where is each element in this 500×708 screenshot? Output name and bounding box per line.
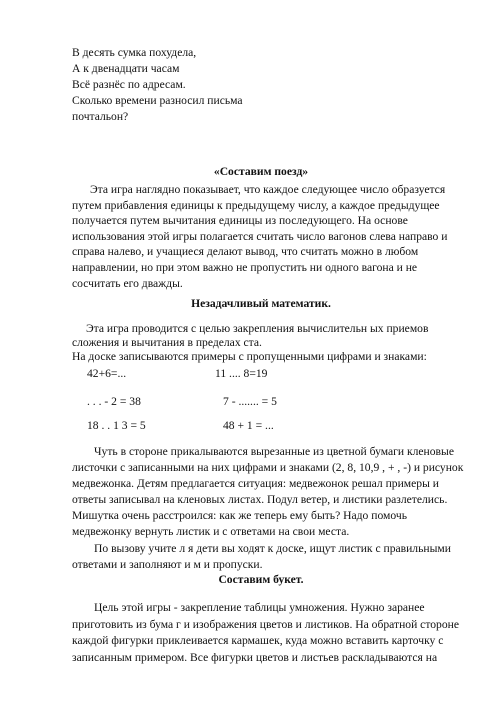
poem-line: А к двенадцати часам xyxy=(72,62,180,75)
paragraph-line: Эта игра проводится с целью закрепления вычислительн ых приемов xyxy=(86,322,429,335)
example: . . . - 2 = 38 xyxy=(87,395,141,408)
paragraph-line: получается путем вычитания единицы из последующего. На основе xyxy=(72,214,408,228)
section-train-text xyxy=(72,182,456,291)
example: 18 . . 1 3 = 5 xyxy=(87,419,146,432)
example: 48 + 1 = ... xyxy=(223,419,274,432)
section-bouquet-text xyxy=(72,600,462,666)
paragraph-line: путем прибавления единицы к предыдущему числу, а каждое предыдущее xyxy=(72,198,440,212)
paragraph-line: использования этой игры полагается считать число вагонов слева направо и xyxy=(72,229,448,243)
example: 42+6=... xyxy=(87,367,127,380)
paragraph-line: сосчитать его дважды. xyxy=(72,276,183,290)
example: 11 .... 8=19 xyxy=(215,367,268,380)
paragraph-line: Эта игра наглядно показывает, что каждое следующее число образуется xyxy=(90,183,446,196)
paragraph-line: ответами и заполняют и м и пропуски. xyxy=(72,558,263,571)
section-math-body xyxy=(72,444,462,540)
poem-line: почтальон? xyxy=(72,110,129,123)
paragraph-line: каждой фигурки приклеивается кармашек, куда можно вставить карточку с xyxy=(72,634,444,647)
section-title-train: «Составим поезд» xyxy=(213,165,309,178)
paragraph-line: ответы записывал на кленовых листах. Подул ветер, и листики разлетелись. xyxy=(72,493,448,506)
section-math-intro xyxy=(72,322,456,364)
paragraph-line: листочки с записанными на них цифрами и знаками (2, 8, 10,9 , + , -) и рисунок xyxy=(72,461,464,474)
paragraph-line: справа налево, и учащиеся делают вывод, что считать можно в любом xyxy=(72,245,419,259)
poem-line: В десять сумка похудела, xyxy=(72,46,197,59)
poem-line: Всё разнёс по адресам. xyxy=(72,78,186,91)
paragraph-line: медвежонка. Детям предлагается ситуация: медвежонок решал примеры и xyxy=(72,477,439,490)
paragraph-line: медвежонку вернуть листик и с ответами на свои места. xyxy=(72,525,350,538)
example: 7 - ....... = 5 xyxy=(223,395,277,408)
poem xyxy=(72,45,243,125)
section-math-closing xyxy=(72,541,462,573)
paragraph-line: записанным примером. Все фигурки цветов и листьев раскладываются на xyxy=(72,650,438,664)
section-title-bouquet: Составим букет. xyxy=(218,573,304,586)
paragraph-line: приготовить из бума г и изображения цветов и листиков. На обратной стороне xyxy=(72,617,459,631)
paragraph-line: направлении, но при этом важно не пропустить ни одного вагона и не xyxy=(72,260,418,274)
paragraph-line: Цель этой игры - закрепление таблицы умножения. Нужно заранее xyxy=(94,601,425,614)
paragraph-line: Чуть в стороне прикалываются вырезанные из цветной бумаги кленовые xyxy=(94,445,454,458)
paragraph-line: сложения и вычитания в пределах ста. xyxy=(72,336,262,349)
poem-line: Сколько времени разносил письма xyxy=(72,94,243,107)
paragraph-line: Мишутка очень расстроился: как же теперь ему быть? Надо помочь xyxy=(72,509,407,522)
section-title-math: Незадачливый математик. xyxy=(191,297,331,310)
paragraph-line: По вызову учите л я дети вы ходят к доске, ищут листик с правильными xyxy=(94,542,451,555)
paragraph-line: На доске записываются примеры с пропущенными цифрами и знаками: xyxy=(72,350,427,363)
